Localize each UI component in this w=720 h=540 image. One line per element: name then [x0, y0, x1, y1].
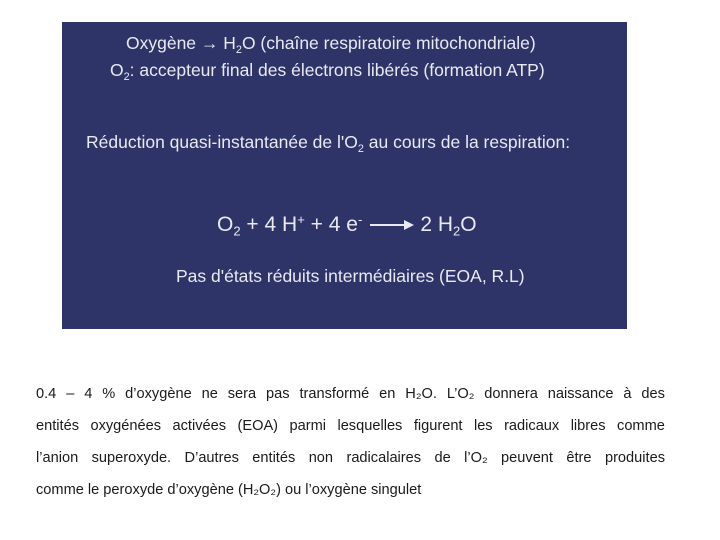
paragraph-word: non — [308, 450, 334, 466]
paragraph-word: oxygénées — [90, 418, 162, 434]
paragraph-word: des — [641, 386, 665, 402]
slide-panel — [62, 22, 627, 329]
equation-product-subscript: 2 — [453, 223, 461, 239]
line3-suffix: au cours de la respiration: — [363, 132, 571, 152]
paragraph-word: L’O₂ — [446, 386, 475, 402]
line2-subscript: 2 — [123, 70, 130, 83]
paragraph-word: d’oxygène — [125, 386, 192, 402]
paragraph-word: activées — [172, 418, 227, 434]
paragraph-word: 0.4 — [36, 386, 57, 402]
paragraph-word: parmi — [289, 418, 326, 434]
paragraph-line-4-text: comme le peroxyde d’oxygène (H₂O₂) ou l’oxygène singulet — [36, 482, 422, 498]
line3-subscript: 2 — [357, 142, 364, 155]
paragraph-line-1 — [36, 378, 665, 410]
paragraph-word: (EOA) — [237, 418, 279, 434]
paragraph-line-2 — [36, 410, 665, 442]
equation-o-subscript: 2 — [233, 223, 241, 239]
paragraph-word: de — [434, 450, 451, 466]
paragraph-word: produites — [604, 450, 665, 466]
line3-prefix: Réduction quasi-instantanée de l'O — [86, 132, 358, 152]
paragraph-word: à — [623, 386, 632, 402]
equation-proton-charge: + — [297, 211, 305, 227]
paragraph-word: ne — [201, 386, 218, 402]
line1-h: H — [218, 33, 236, 53]
paragraph-word: être — [566, 450, 592, 466]
paragraph-word: en — [379, 386, 396, 402]
paragraph-word: l’anion — [36, 450, 79, 466]
paragraph-word: H₂O. — [405, 386, 437, 402]
equation-electron-charge: - — [357, 211, 363, 227]
paragraph-word: les — [473, 418, 493, 434]
paragraph-word: peuvent — [501, 450, 553, 466]
paragraph-word: – — [66, 386, 75, 402]
line2-o: O — [110, 60, 124, 80]
paragraph-word: naissance — [547, 386, 614, 402]
equation-product-suffix: O — [460, 213, 477, 236]
paragraph-word: entités — [252, 450, 296, 466]
paragraph-word: superoxyde. — [91, 450, 172, 466]
paragraph-line-4 — [36, 474, 665, 506]
line1-suffix: O (chaîne respiratoire mitochondriale) — [241, 33, 536, 53]
paragraph-word: pas — [266, 386, 290, 402]
paragraph-word: comme — [617, 418, 665, 434]
paragraph-word: transformé — [299, 386, 370, 402]
arrow-icon: → — [200, 33, 219, 53]
equation-o: O — [217, 213, 234, 236]
paragraph-word: l’O₂ — [464, 450, 488, 466]
paragraph-word: D’autres — [184, 450, 239, 466]
paragraph-word: libres — [570, 418, 606, 434]
reaction-equation — [217, 211, 477, 239]
paragraph-word: % — [102, 386, 116, 402]
reaction-arrow-icon — [370, 218, 414, 232]
body-paragraph — [36, 378, 665, 506]
line2-suffix: : accepteur final des électrons libérés (formation ATP) — [129, 60, 545, 80]
slide-line-no-intermediates: Pas d'états réduits intermédiaires (EOA, R.L) — [176, 266, 525, 286]
equation-electrons: + 4 e — [304, 213, 358, 236]
line1-prefix: Oxygène — [126, 33, 201, 53]
paragraph-word: figurent — [413, 418, 463, 434]
slide-line-final-acceptor — [110, 60, 545, 83]
paragraph-word: entités — [36, 418, 79, 434]
paragraph-line-3 — [36, 442, 665, 474]
equation-product: 2 H — [420, 213, 453, 236]
paragraph-word: radicalaires — [346, 450, 422, 466]
paragraph-word: lesquelles — [337, 418, 403, 434]
paragraph-word: donnera — [484, 386, 538, 402]
equation-protons: + 4 H — [240, 213, 298, 236]
paragraph-word: radicaux — [504, 418, 560, 434]
paragraph-word: 4 — [84, 386, 93, 402]
paragraph-word: sera — [227, 386, 257, 402]
slide-line-oxygen-to-water — [126, 33, 536, 56]
slide-line-reduction — [86, 132, 571, 155]
line1-subscript: 2 — [235, 43, 242, 56]
